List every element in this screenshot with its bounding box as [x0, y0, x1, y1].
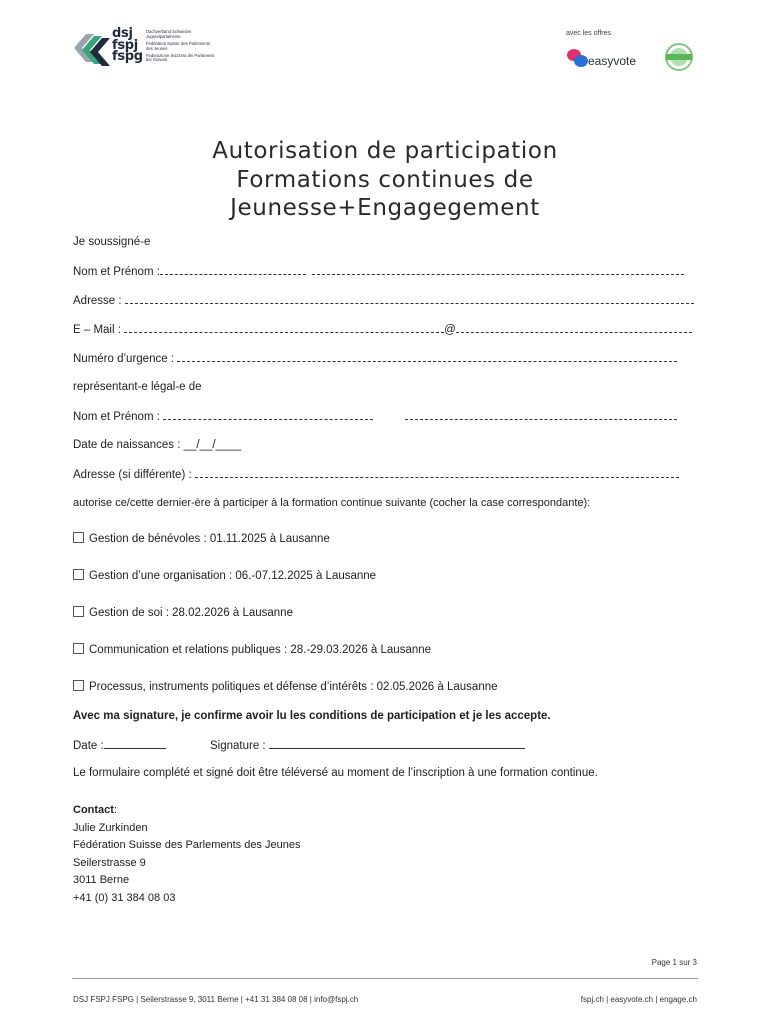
logo-chevrons-icon: [72, 30, 110, 70]
address-label: Adresse :: [73, 295, 122, 307]
green-seal-icon: [660, 42, 698, 72]
undersigned-label: Je soussigné-e: [73, 236, 151, 248]
birth-mask: __/__/____: [183, 439, 242, 451]
name-field[interactable]: [73, 265, 684, 278]
option-label: Communication et relations publiques : 28.-29.03.2026 à Lausanne: [89, 644, 432, 656]
dsj-fspj-fspg-logo: [72, 26, 215, 72]
option-volunteers[interactable]: [73, 532, 330, 545]
offers-label: avec les offres: [566, 30, 612, 37]
contact-block: [73, 802, 300, 907]
footer-divider: [72, 978, 698, 979]
date-field[interactable]: [73, 739, 166, 752]
birth-label: Date de naissances :: [73, 439, 181, 451]
easyvote-wordmark: easyvote: [588, 54, 637, 68]
contact-street: Seilerstrasse 9: [73, 856, 146, 869]
name-label: Nom et Prénom :: [73, 266, 160, 278]
option-self[interactable]: [73, 606, 293, 619]
name2-label: Nom et Prénom :: [73, 411, 160, 423]
contact-city: 3011 Berne: [73, 874, 130, 886]
checkbox-icon[interactable]: [73, 680, 84, 691]
checkbox-icon[interactable]: [73, 532, 84, 543]
upload-note: Le formulaire complété et signé doit être téléversé au moment de l’inscription à une formation continue.: [73, 767, 598, 779]
legal-rep-label: représentant-e légal-e de: [73, 381, 202, 393]
name2-field[interactable]: [73, 410, 677, 423]
option-processes[interactable]: [73, 680, 498, 693]
birth-date-field[interactable]: [73, 439, 241, 451]
option-label: Gestion de soi : 28.02.2026 à Lausanne: [89, 607, 293, 619]
contact-heading: Contact: [73, 804, 114, 816]
contact-phone: +41 (0) 31 384 08 03: [73, 891, 176, 904]
checkbox-icon[interactable]: [73, 569, 84, 580]
easyvote-bubbles-icon: [566, 46, 590, 70]
date-label: Date :: [73, 740, 104, 752]
logo-subtitles: Dachverband Schweizer Jugendparlamente Fédération Suisse des Parlements des Jeunes Federazione Svizzera dei Parlamenti dei Giovani: [146, 29, 215, 63]
address2-field[interactable]: [73, 468, 679, 481]
footer-address: DSJ FSPJ FSPG | Seilerstrasse 9, 3011 Berne | +41 31 384 08 08 | info@fspj.ch: [73, 995, 359, 1004]
signature-label: Signature :: [210, 740, 266, 752]
authorize-text: autorise ce/cette dernier-ère à participer à la formation continue suivante (cocher la case correspondante):: [73, 497, 591, 509]
signature-field[interactable]: [210, 739, 525, 752]
emergency-field[interactable]: [73, 352, 677, 365]
checkbox-icon[interactable]: [73, 643, 84, 654]
option-label: Gestion d’une organisation : 06.-07.12.2025 à Lausanne: [89, 570, 377, 582]
confirm-text: Avec ma signature, je confirme avoir lu les conditions de participation et je les accepte.: [73, 710, 551, 722]
footer-links: fspj.ch | easyvote.ch | engage.ch: [580, 995, 697, 1004]
contact-name: Julie Zurkinden: [73, 821, 148, 834]
option-communication[interactable]: [73, 643, 431, 656]
contact-org: Fédération Suisse des Parlements des Jeunes: [73, 839, 301, 851]
email-label: E – Mail :: [73, 324, 121, 336]
checkbox-icon[interactable]: [73, 606, 84, 617]
contact-colon: :: [113, 804, 118, 816]
emergency-label: Numéro d’urgence :: [73, 353, 174, 365]
option-organisation[interactable]: [73, 569, 376, 582]
address-field[interactable]: [73, 294, 694, 307]
option-label: Processus, instruments politiques et défense d’intérêts : 02.05.2026 à Lausanne: [89, 681, 498, 693]
document-title: Autorisation de participation Formations continues de Jeunesse+Engagegement: [212, 138, 558, 221]
logo-wordmark: dsj fspj fspg: [112, 26, 143, 64]
easyvote-logo: [566, 46, 646, 72]
email-at: @: [444, 324, 456, 336]
page-number: Page 1 sur 3: [651, 958, 697, 967]
email-field[interactable]: [73, 323, 692, 336]
option-label: Gestion de bénévoles : 01.11.2025 à Lausanne: [89, 533, 330, 545]
address2-label: Adresse (si différente) :: [73, 469, 192, 481]
